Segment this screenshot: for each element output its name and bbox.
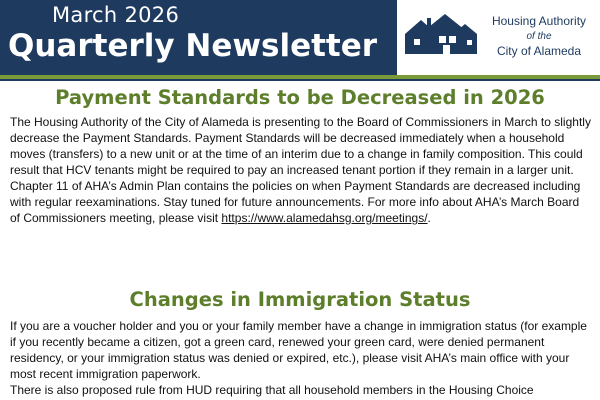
logo-text	[481, 14, 597, 59]
section2-body	[10, 318, 592, 398]
logo-line2: of the	[526, 31, 552, 42]
newsletter-header	[0, 0, 600, 75]
aha-logo	[397, 0, 600, 75]
section2-para2: There is also proposed rule from HUD requiring that all household members in the Housing Choice	[10, 383, 534, 397]
section2-heading: Changes in Immigration Status	[129, 288, 471, 311]
section1-body	[10, 114, 592, 226]
logo-line1: Housing Authority	[491, 14, 587, 28]
section1-heading: Payment Standards to be Decreased in 2026	[55, 86, 545, 109]
header-divider-blue	[0, 79, 600, 81]
meetings-link[interactable]: https://www.alamedahsg.org/meetings/	[221, 211, 428, 225]
houses-logo-icon	[403, 12, 479, 56]
logo-line3: City of Alameda	[496, 44, 582, 58]
section1-link-suffix: .	[427, 211, 431, 225]
newsletter-title: Quarterly Newsletter	[8, 28, 378, 64]
issue-month: March 2026	[52, 3, 180, 27]
section2-para1: If you are a voucher holder and you or your family member have a change in immigration status (for example if you recently became a citizen, got a green card, renewed your green card, were denied permanent residency, or your immigration status was denied or expired, etc.), please visit AHA’s main office with your most recent immigration paperwork.	[10, 319, 587, 381]
section1-text: The Housing Authority of the City of Alameda is presenting to the Board of Commissioners in March to slightly decrease the Payment Standards. Payment Standards will be decreased immediately when a household moves (transfers) to a new unit or at the time of an interim due to a change in family composition. This could result that HCV tenants might be required to pay an increased tenant portion if they remain in a larger unit. Chapter 11 of AHA’s Admin Plan contains the policies on when Payment Standards are decreased including with regular reexaminations. Stay tuned for future announcements. For more info about AHA’s March Board of Commissioners meeting, please visit	[10, 115, 591, 225]
